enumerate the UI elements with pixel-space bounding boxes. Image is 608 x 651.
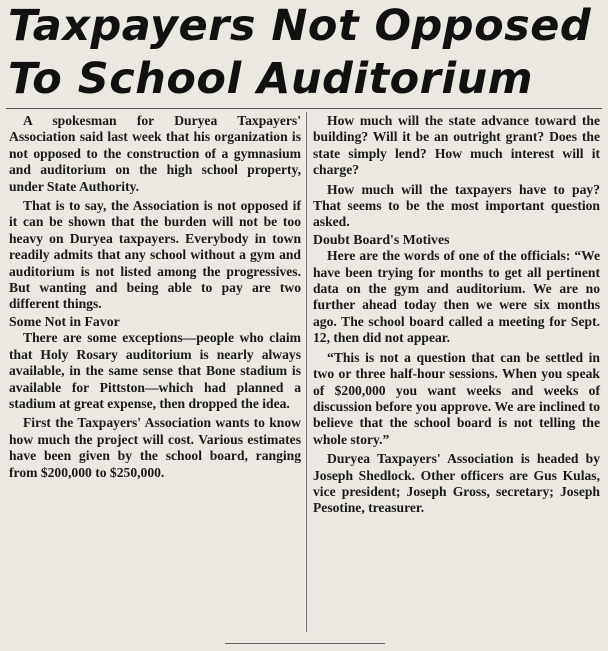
right-paragraph-2: How much will the taxpayers have to pay? That seems to be the most important question asked.: [313, 181, 600, 230]
headline-line-1: Taxpayers Not Opposed: [8, 1, 592, 51]
right-paragraph-4: “This is not a question that can be settled in two or three half-hour sessions. When you speak of $200,000 you want weeks and weeks of discussion before you approve. We are inclined to believe that the school board is not telling the whole story.”: [313, 349, 600, 447]
right-paragraph-1: How much will the state advance toward the building? Will it be an outright grant? Does the state simply lend? How much interest will it charge?: [313, 113, 600, 178]
right-subhead: Doubt Board's Motives: [313, 231, 450, 247]
left-paragraph-3: There are some exceptions—people who claim that Holy Rosary auditorium is nearly always available, in the same sense that Bone stadium is available for Pittston—which had planned a stadium at great expense, then dropped the idea.: [9, 330, 301, 411]
left-paragraph-2: That is to say, the Association is not opposed if it can be shown that the burden will not be too heavy on Duryea taxpayers. Everybody in town readily admits that any school without a gym and auditorium is not listed among the progressives. But wanting and being able to pay are two different things.: [9, 198, 301, 312]
right-paragraph-5: Duryea Taxpayers' Association is headed by Joseph Shedlock. Other officers are Gus Kulas, vice president; Joseph Gross, secretary; Joseph Pesotine, treasurer.: [313, 451, 600, 516]
column-divider: [306, 112, 307, 632]
left-column: [9, 113, 301, 481]
left-subhead: Some Not in Favor: [9, 313, 120, 329]
right-column: [313, 113, 600, 517]
headline-rule: [6, 108, 602, 109]
left-paragraph-4: First the Taxpayers' Association wants to know how much the project will cost. Various estimates have been given by the school board, ranging from $200,000 to $250,000.: [9, 415, 301, 480]
headline-line-2: To School Auditorium: [8, 54, 534, 104]
left-paragraph-1: A spokesman for Duryea Taxpayers' Association said last week that his organization is not opposed to the construction of a gymnasium and auditorium on the high school property, under State Authority.: [9, 113, 301, 194]
right-paragraph-3: Here are the words of one of the officials: “We have been trying for months to get all pertinent data on the gym and auditorium. We are no further ahead today then we were six months ago. The school board called a meeting for Sept. 12, then did not appear.: [313, 248, 600, 346]
headline: [8, 0, 604, 106]
bottom-rule: [225, 643, 385, 644]
